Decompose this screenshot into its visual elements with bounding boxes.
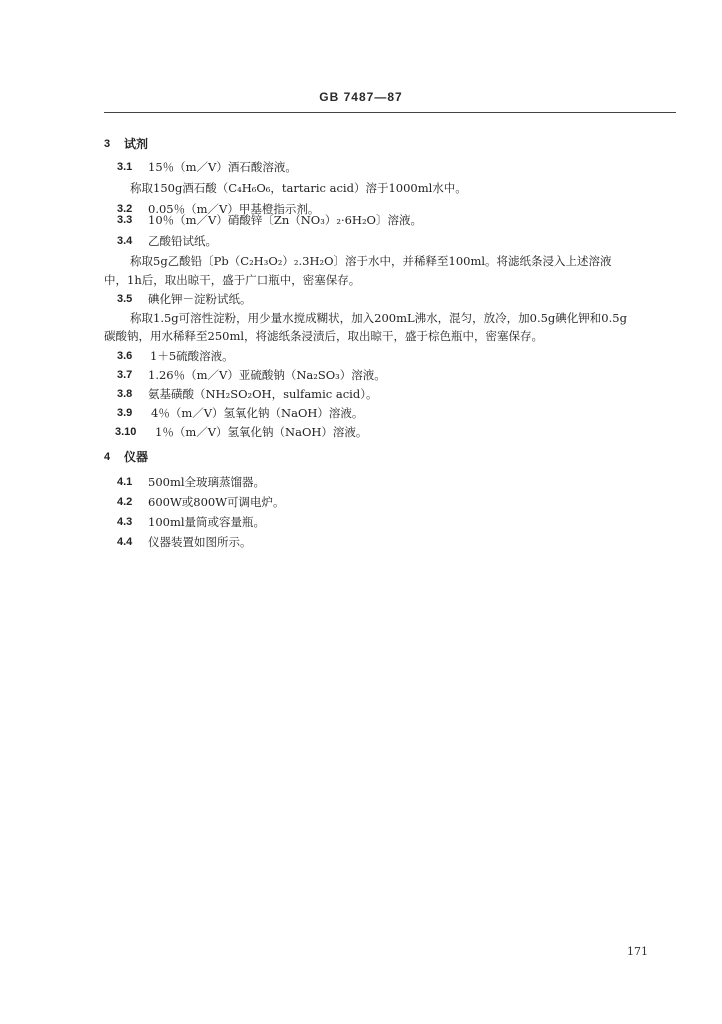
item-4-2-number: 4.2: [117, 496, 133, 508]
item-3-5-detail-1: 称取1.5g可溶性淀粉，用少量水搅成糊状，加入200mL沸水，混匀，放冷，加0.5g碘化钾和0.5g: [130, 311, 627, 325]
item-3-8-text: 氨基磺酸（NH₂SO₂OH，sulfamic acid）。: [148, 387, 378, 401]
section-4-title: 仪器: [124, 450, 149, 464]
item-3-1-detail: 称取150g酒石酸（C₄H₆O₆，tartaric acid）溶于1000ml水中。: [130, 181, 467, 195]
item-4-1-text: 500ml全玻璃蒸馏器。: [148, 475, 266, 489]
section-3-title: 试剂: [124, 137, 149, 151]
item-3-8-number: 3.8: [117, 388, 133, 400]
item-3-2-text: 0.05％（m／V）甲基橙指示剂。: [148, 202, 320, 216]
header-rule: [104, 112, 676, 113]
item-3-5-number: 3.5: [117, 293, 133, 305]
item-3-1-text: 15％（m／V）酒石酸溶液。: [148, 160, 297, 174]
item-3-4-detail-1: 称取5g乙酸铅〔Pb（C₂H₃O₂）₂.3H₂O〕溶于水中，并稀释至100ml。将滤纸条浸入上述溶液: [130, 254, 612, 268]
item-3-4-number: 3.4: [117, 235, 133, 247]
item-4-1-number: 4.1: [117, 476, 133, 488]
section-3-number: 3: [104, 138, 111, 150]
page-header: GB 7487—87: [319, 90, 403, 104]
item-3-3-text: 10％（m／V）硝酸锌〔Zn（NO₃）₂·6H₂O〕溶液。: [148, 213, 422, 227]
item-4-4-text: 仪器装置如图所示。: [148, 535, 252, 549]
item-4-2-text: 600W或800W可调电炉。: [148, 495, 285, 509]
item-4-3-number: 4.3: [117, 516, 133, 528]
item-3-3-number: 3.3: [117, 214, 133, 226]
item-3-9-text: 4％（m／V）氢氧化钠（NaOH）溶液。: [151, 406, 364, 420]
item-3-5-detail-2: 碳酸钠，用水稀释至250ml，将滤纸条浸渍后，取出晾干，盛于棕色瓶中，密塞保存。: [104, 329, 544, 343]
page-number: 171: [627, 945, 648, 958]
item-3-4-detail-2: 中，1h后，取出晾干，盛于广口瓶中，密塞保存。: [104, 273, 361, 287]
item-3-7-text: 1.26％（m／V）亚硫酸钠（Na₂SO₃）溶液。: [148, 368, 386, 382]
item-3-10-number: 3.10: [115, 426, 137, 438]
item-4-4-number: 4.4: [117, 536, 133, 548]
item-3-5-text: 碘化钾－淀粉试纸。: [148, 292, 252, 306]
item-4-3-text: 100ml量筒或容量瓶。: [148, 515, 266, 529]
item-3-7-number: 3.7: [117, 369, 133, 381]
item-3-1-number: 3.1: [117, 161, 133, 173]
item-3-6-text: 1＋5硫酸溶液。: [150, 349, 234, 363]
item-3-10-text: 1％（m／V）氢氧化钠（NaOH）溶液。: [155, 425, 368, 439]
item-3-6-number: 3.6: [117, 350, 133, 362]
item-3-2-number: 3.2: [117, 203, 133, 215]
item-3-9-number: 3.9: [117, 407, 133, 419]
section-4-number: 4: [104, 451, 111, 463]
item-3-4-text: 乙酸铅试纸。: [148, 234, 217, 248]
